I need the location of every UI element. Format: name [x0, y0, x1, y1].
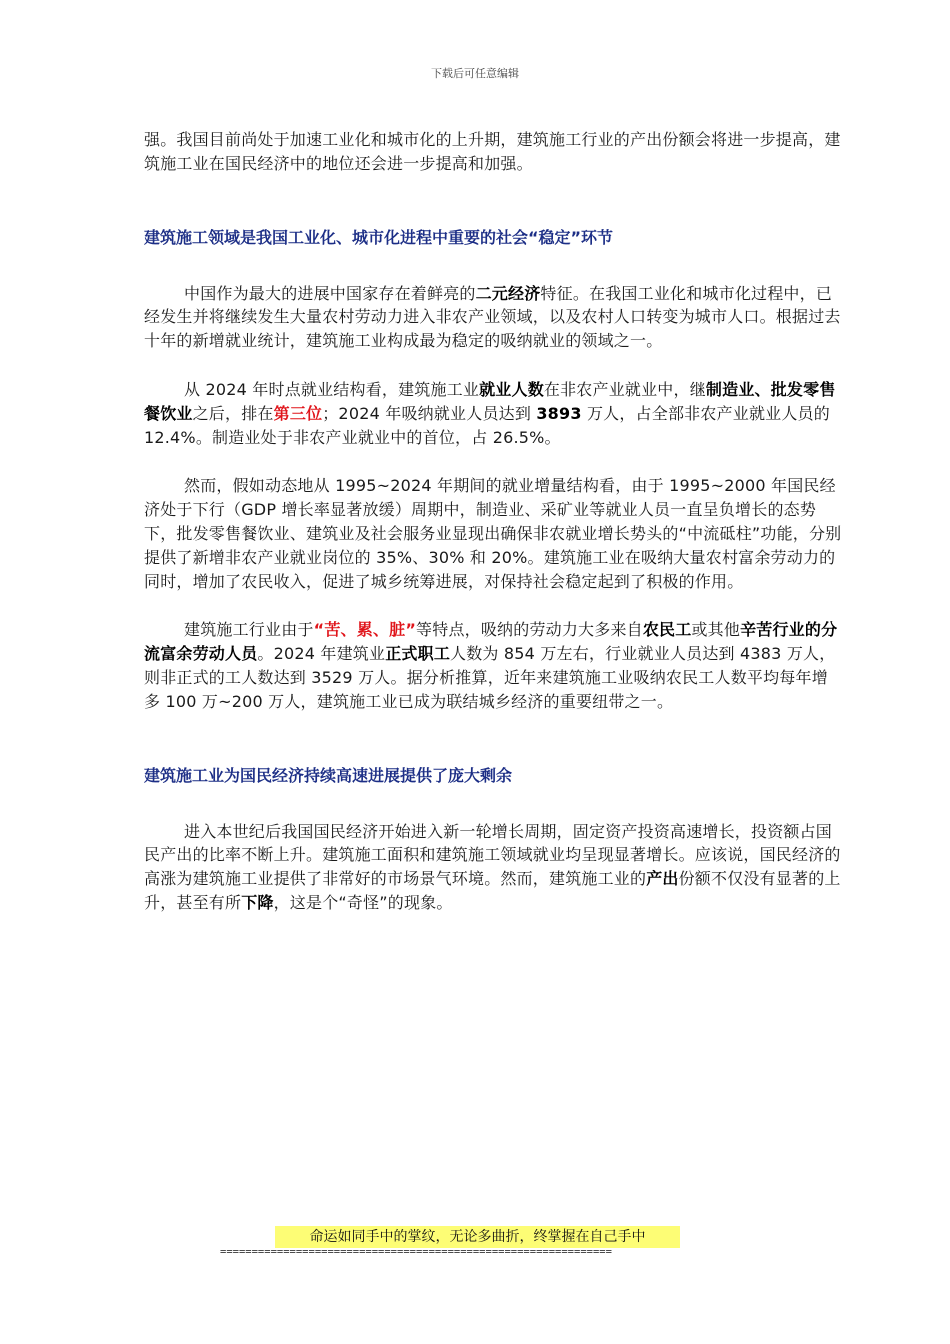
text: ；2024 年吸纳就业人员达到 — [322, 403, 537, 423]
section1-paragraph-1 — [144, 282, 844, 353]
emphasis-employment: 就业人数 — [479, 379, 544, 399]
emphasis-output: 产出 — [646, 869, 679, 889]
emphasis-surplus-labor: 辛苦行业的分流富余劳动人员 — [144, 620, 838, 664]
emphasis-formal-staff: 正式职工 — [385, 644, 451, 664]
text: 万人，占全部非农产业就业人员的 12.4%。制造业处于非农产业就业中的首位，占 26.5%。 — [144, 403, 830, 447]
text: 之后，排在 — [192, 403, 274, 423]
section1-heading: 建筑施工领域是我国工业化、城市化进程中重要的社会“稳定”环节 — [144, 227, 614, 247]
footer-motto-banner: 命运如同手中的掌纹，无论多曲折，终掌握在自己手中 — [275, 1226, 680, 1248]
section1-paragraph-2 — [144, 378, 844, 449]
emphasis-dual-economy: 二元经济 — [475, 283, 541, 303]
text: 。2024 年建筑业 — [257, 644, 386, 664]
text: 中国作为最大的进展中国家存在着鲜亮的 — [184, 283, 476, 303]
text: 等特点，吸纳的劳动力大多来自 — [416, 620, 643, 640]
text: 人数为 854 万左右，行业就业人员达到 4383 万人，则非正式的工人数达到 3529 万人。据分析推算，近年来建筑施工业吸纳农民工人数平均每年增多 100 万~200 万人，建筑施工业已成为联结城乡经济的重要纽带之一。 — [144, 644, 836, 711]
text: 特征。在我国工业化和城市化过程中，已经发生并将继续发生大量农村劳动力进入非农产业领域，以及农村人口转变为城市人口。根据过去十年的新增就业统计，建筑施工业构成最为稳定的吸纳就业的领域之一。 — [144, 283, 841, 351]
text: 在非农产业就业中，继 — [543, 379, 706, 399]
highlight-third-place: 第三位 — [273, 403, 323, 423]
section1-paragraph-3: 然而，假如动态地从 1995~2024 年期间的就业增量结构看，由于 1995~2000 年国民经济处于下行（GDP 增长率显著放缓）周期中，制造业、采矿业等就业人员一直呈负增长的态势下，批发零售餐饮业、建筑业及社会服务业显现出确保非农就业增长势头的“中流砥柱”功能，分别提供了新增非农产业就业岗位的 35%、30% 和 20%。建筑施工业在吸纳大量农村富余劳动力的同时，增加了农民收入，促进了城乡统筹进展，对保持社会稳定起到了积极的作用。 — [144, 476, 842, 591]
highlight-hard-tired-dirty: “苦、累、脏” — [313, 620, 417, 640]
section2-paragraph-1 — [144, 820, 844, 915]
intro-paragraph: 强。我国目前尚处于加速工业化和城市化的上升期，建筑施工行业的产出份额会将进一步提高，建筑施工业在国民经济中的地位还会进一步提高和加强。 — [144, 130, 841, 173]
emphasis-decline: 下降 — [241, 892, 274, 912]
emphasis-migrant-workers: 农民工 — [642, 620, 692, 640]
section2-heading: 建筑施工业为国民经济持续高速进展提供了庞大剩余 — [144, 765, 513, 785]
emphasis-3893: 3893 — [536, 403, 582, 423]
text: 或其他 — [691, 620, 741, 640]
text: ，这是个“奇怪”的现象。 — [273, 892, 453, 912]
page-header-note: 下载后可任意编辑 — [431, 67, 519, 80]
text: 建筑施工行业由于 — [184, 620, 314, 640]
footer-divider: ============================================================== — [220, 1246, 612, 1258]
emphasis-manufacturing-retail: 制造业、批发零售餐饮业 — [144, 379, 836, 423]
document-body — [144, 128, 844, 915]
section1-paragraph-4 — [144, 618, 844, 713]
text: 进入本世纪后我国国民经济开始进入新一轮增长周期，固定资产投资高速增长，投资额占国民产出的比率不断上升。建筑施工面积和建筑施工领域就业均呈现显著增长。应该说，国民经济的高涨为建筑施工业提供了非常好的市场景气环境。然而，建筑施工业的 — [144, 821, 841, 889]
text: 从 2024 年时点就业结构看，建筑施工业 — [184, 379, 480, 399]
text: 份额不仅没有显著的上升，甚至有所 — [144, 869, 841, 912]
